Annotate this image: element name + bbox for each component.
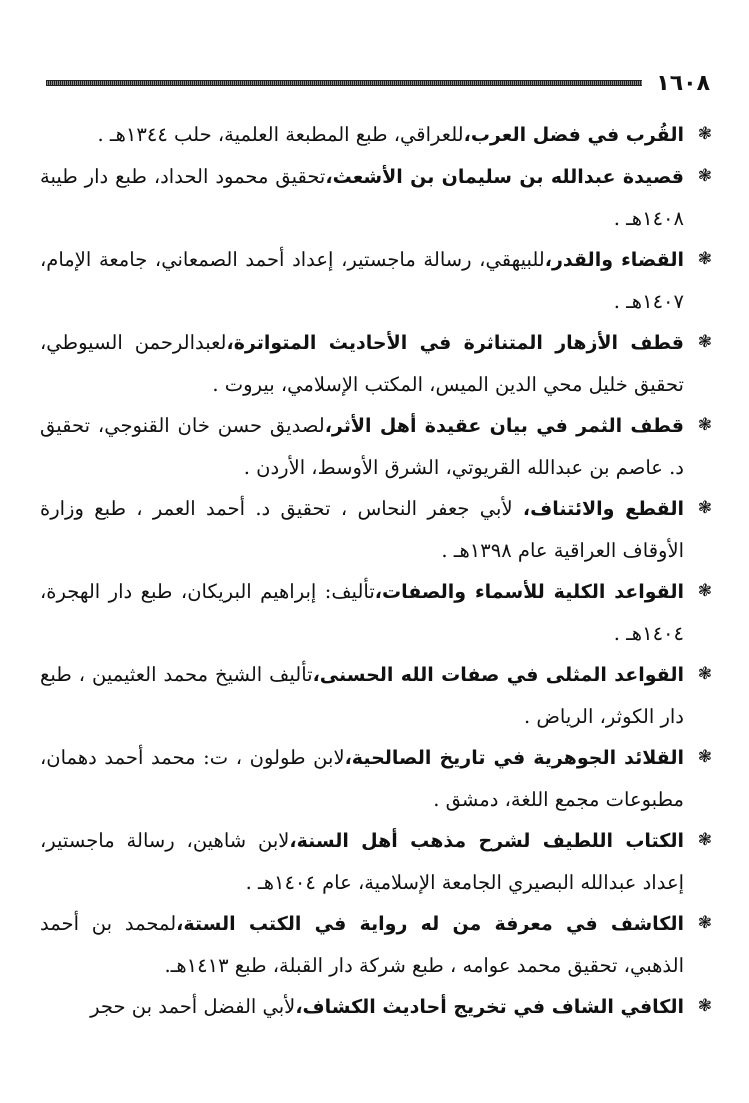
entry-title: القواعد المثلى في صفات الله الحسنى،	[312, 664, 684, 686]
bibliography-entry	[40, 488, 714, 571]
bibliography-entry	[40, 986, 714, 1028]
entry-details: للعراقي، طبع المطبعة العلمية، حلب ١٣٤٤هـ .	[97, 123, 464, 146]
entry-details: لأبي جعفر النحاس ، تحقيق د. أحمد العمر ، طبع وزارة الأوقاف العراقية عام ١٣٩٨هـ .	[40, 497, 684, 562]
entry-details: لصديق حسن خان القنوجي، تحقيق د. عاصم بن عبدالله القريوتي، الشرق الأوسط، الأردن .	[40, 414, 684, 479]
entry-title: القطع والائتناف،	[522, 498, 684, 520]
bibliography-entry	[40, 654, 714, 737]
entry-details: لابن طولون ، ت: محمد أحمد دهمان، مطبوعات مجمع اللغة، دمشق .	[40, 746, 684, 811]
entry-details: لمحمد بن أحمد الذهبي، تحقيق محمد عوامه ، طبع شركة دار القبلة، طبع ١٤١٣هـ.	[40, 912, 684, 977]
bullet-star-icon: ❃	[697, 581, 712, 601]
bullet-star-icon: ❃	[697, 830, 712, 850]
bullet-star-icon: ❃	[697, 996, 712, 1016]
bullet-star-icon: ❃	[697, 747, 712, 767]
entry-title: الكاشف في معرفة من له رواية في الكتب الستة،	[176, 913, 684, 935]
entry-details: للبيهقي، رسالة ماجستير، إعداد أحمد الصمعاني، جامعة الإمام، ١٤٠٧هـ .	[40, 248, 684, 313]
bullet-star-icon: ❃	[697, 415, 712, 435]
entry-title: القُرب في فضل العرب،	[463, 124, 684, 146]
bibliography-entry	[40, 820, 714, 903]
entry-details: لأبي الفضل أحمد بن حجر	[90, 995, 296, 1018]
bibliography-entry	[40, 903, 714, 986]
entry-title: القلائد الجوهرية في تاريخ الصالحية،	[344, 747, 684, 769]
entry-details: لابن شاهين، رسالة ماجستير، إعداد عبدالله البصيري الجامعة الإسلامية، عام ١٤٠٤هـ .	[40, 829, 684, 894]
entry-title: قصيدة عبدالله بن سليمان بن الأشعث،	[325, 166, 684, 188]
entry-title: الكتاب اللطيف لشرح مذهب أهل السنة،	[289, 830, 684, 852]
entry-details: تحقيق محمود الحداد، طبع دار طيبة ١٤٠٨هـ .	[40, 165, 684, 230]
entry-details: تأليف: إبراهيم البريكان، طبع دار الهجرة، ١٤٠٤هـ .	[40, 580, 684, 645]
bibliography-entry	[40, 571, 714, 654]
bibliography-entry	[40, 114, 714, 156]
bullet-star-icon: ❃	[697, 498, 712, 518]
bullet-star-icon: ❃	[697, 332, 712, 352]
bullet-star-icon: ❃	[697, 913, 712, 933]
bullet-star-icon: ❃	[697, 249, 712, 269]
page-number: ١٦٠٨	[656, 70, 710, 96]
bibliography-entry	[40, 322, 714, 405]
bullet-star-icon: ❃	[697, 166, 712, 186]
bullet-star-icon: ❃	[697, 124, 712, 144]
header-rule	[46, 80, 642, 86]
bibliography-entry	[40, 737, 714, 820]
entry-details: لعبدالرحمن السيوطي، تحقيق خليل محي الدين الميس، المكتب الإسلامي، بيروت .	[40, 331, 684, 396]
page-header	[46, 68, 710, 98]
bibliography-entry	[40, 239, 714, 322]
entry-details: تأليف الشيخ محمد العثيمين ، طبع دار الكوثر، الرياض .	[40, 663, 684, 728]
bibliography-entry	[40, 156, 714, 239]
entry-title: قطف الثمر في بيان عقيدة أهل الأثر،	[324, 415, 684, 437]
entry-title: الكافي الشاف في تخريج أحاديث الكشاف،	[295, 996, 684, 1018]
entry-title: القواعد الكلية للأسماء والصفات،	[374, 581, 685, 603]
bibliography-entry	[40, 405, 714, 488]
entry-title: قطف الأزهار المتناثرة في الأحاديث المتواترة،	[226, 332, 684, 354]
bibliography-list	[40, 114, 714, 1028]
entry-title: القضاء والقدر،	[544, 249, 684, 271]
bullet-star-icon: ❃	[697, 664, 712, 684]
